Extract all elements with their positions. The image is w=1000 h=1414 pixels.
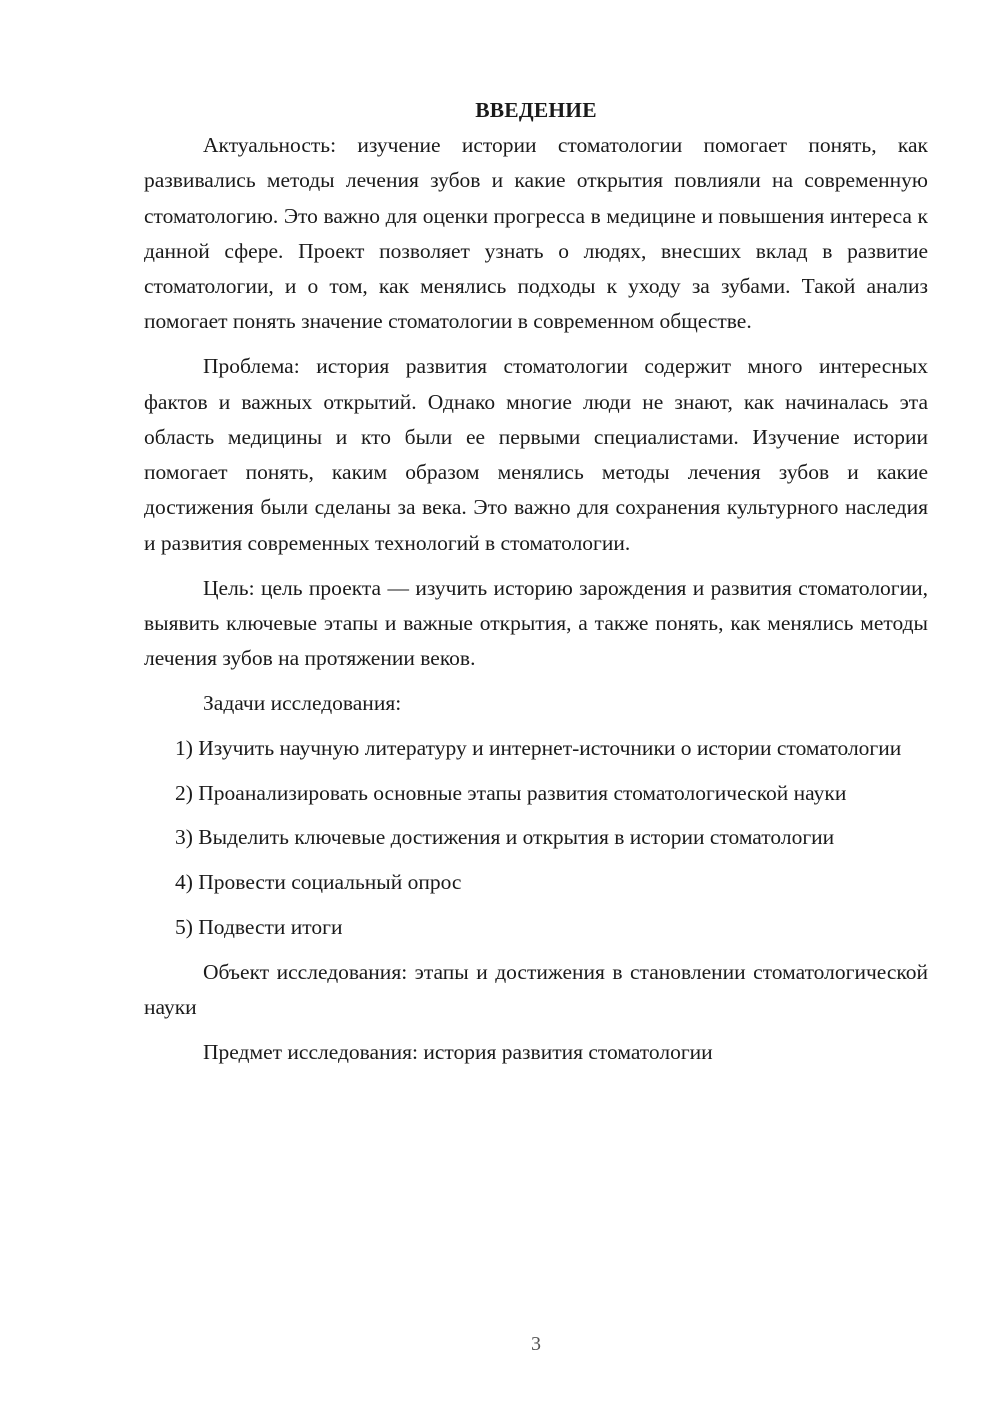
document-page [144,92,928,1070]
tasks-title: Задачи исследования: [203,690,402,715]
paragraph-object: Объект исследования: этапы и достижения в становлении стоматологической науки [144,959,928,1020]
paragraph-subject: Предмет исследования: история развития стоматологии [203,1039,713,1064]
paragraph-goal: Цель: цель проекта — изучить историю зарождения и развития стоматологии, выявить ключевые этапы и важные открытия, а также понять, как менялись методы лечения зубов на протяжении веков. [144,575,928,671]
task-item-2: 2) Проанализировать основные этапы развития стоматологической науки [175,780,847,805]
page-title: ВВЕДЕНИЕ [475,98,597,122]
page-number: 3 [531,1333,541,1355]
task-item-4: 4) Провести социальный опрос [175,870,462,895]
task-item-1: 1) Изучить научную литературу и интернет-источники о истории стоматологии [175,735,902,760]
paragraph-relevance: Актуальность: изучение истории стоматологии помогает понять, как развивались методы лечения зубов и какие открытия повлияли на современную стоматологию. Это важно для оценки прогресса в медицине и повышения интереса к данной сфере. Проект позволяет узнать о людях, внесших вклад в развитие стоматологии, и о том, как менялись подходы к уходу за зубами. Такой анализ помогает понять значение стоматологии в современном обществе. [144,133,928,334]
task-item-5: 5) Подвести итоги [175,914,343,939]
task-item-3: 3) Выделить ключевые достижения и открытия в истории стоматологии [175,825,835,850]
paragraph-problem: Проблема: история развития стоматологии содержит много интересных фактов и важных открытий. Однако многие люди не знают, как начиналась эта область медицины и кто были ее первыми специалистами. Изучение истории помогает понять, каким образом менялись методы лечения зубов и какие достижения были сделаны за века. Это важно для сохранения культурного наследия и развития современных технологий в стоматологии. [144,354,928,555]
